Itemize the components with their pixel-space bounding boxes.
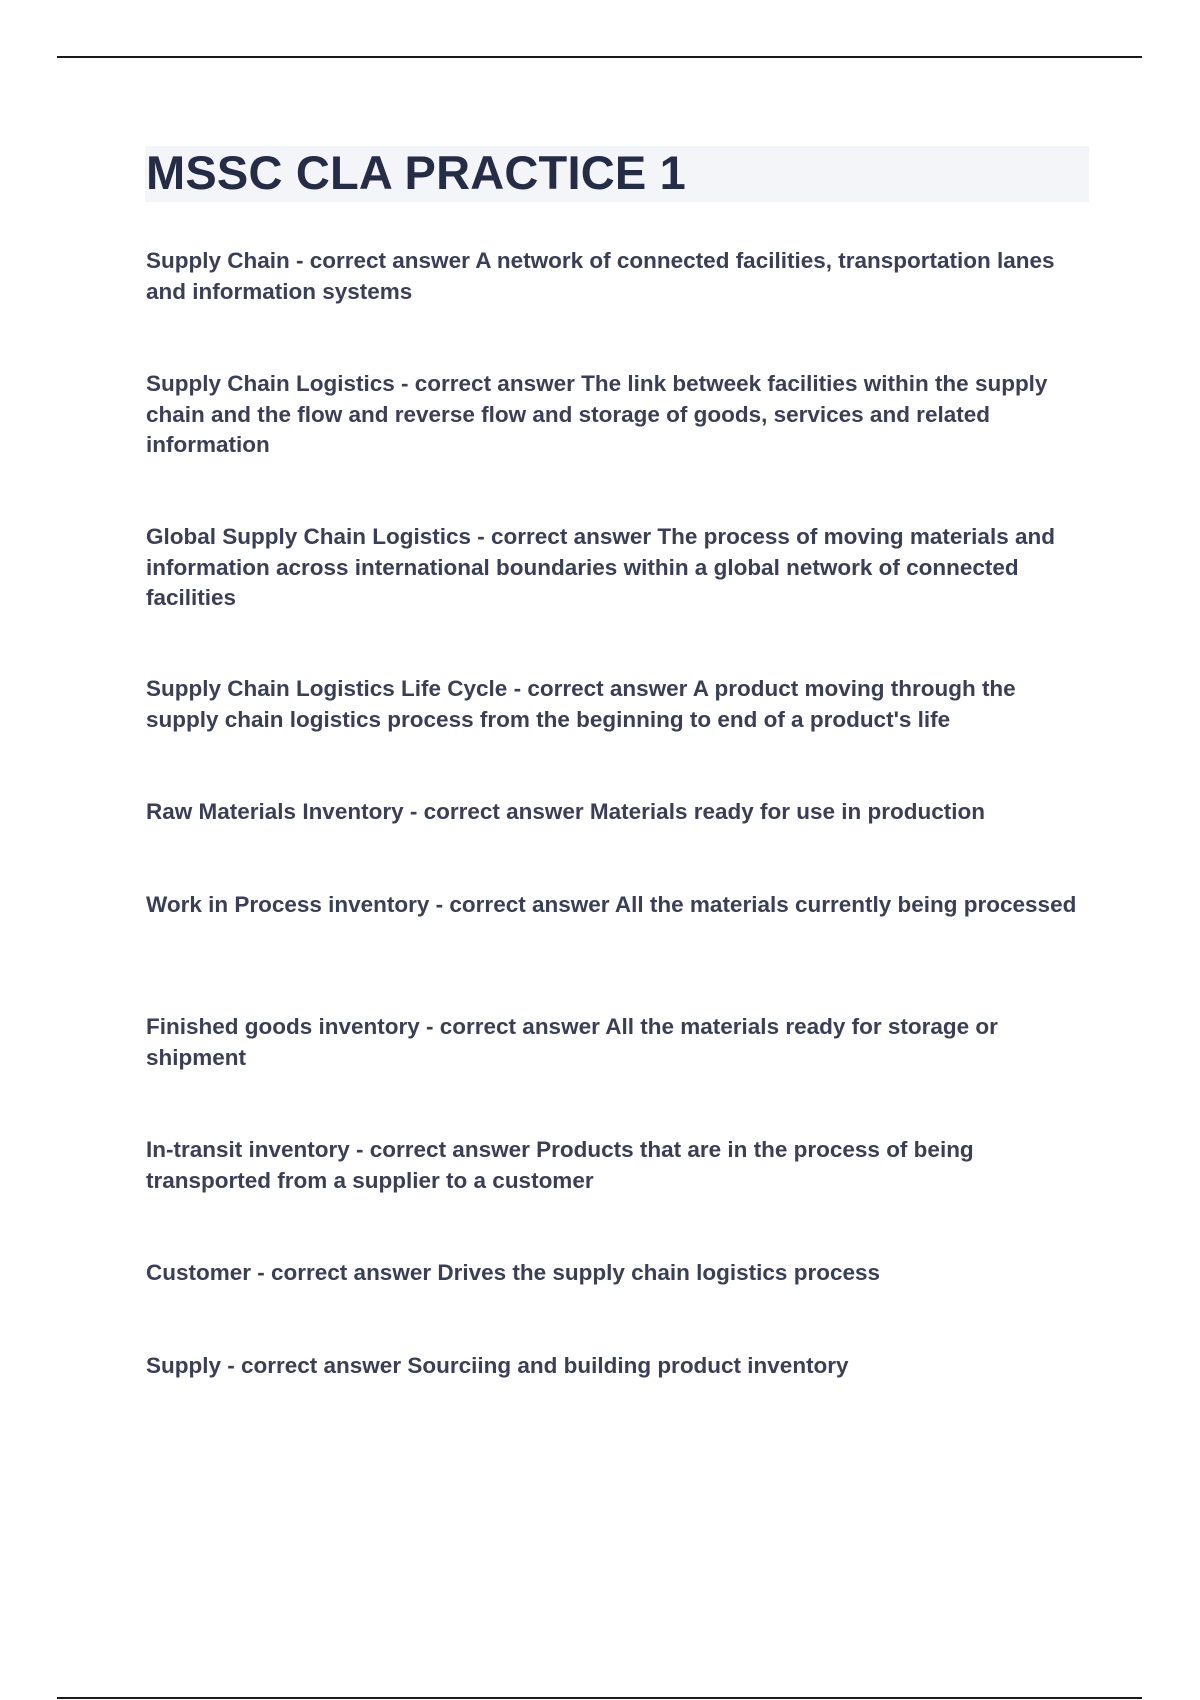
bottom-divider	[57, 1697, 1142, 1699]
qa-item-finished-goods-inventory: Finished goods inventory - correct answer All the materials ready for storage or shipment	[146, 1014, 998, 1070]
qa-item-in-transit-inventory: In-transit inventory - correct answer Products that are in the process of being transported from a supplier to a customer	[146, 1137, 974, 1193]
qa-item-work-in-process-inventory: Work in Process inventory - correct answer All the materials currently being processed	[146, 892, 1077, 917]
top-divider	[57, 56, 1142, 58]
page-title: MSSC CLA PRACTICE 1	[146, 146, 686, 199]
qa-item-supply: Supply - correct answer Sourciing and building product inventory	[146, 1353, 849, 1378]
qa-item-supply-chain-logistics: Supply Chain Logistics - correct answer The link betweek facilities within the supply chain and the flow and reverse flow and storage of goods, services and related information	[146, 371, 1048, 457]
qa-item-logistics-life-cycle: Supply Chain Logistics Life Cycle - correct answer A product moving through the supply chain logistics process from the beginning to end of a product's life	[146, 676, 1016, 732]
qa-item-global-supply-chain-logistics: Global Supply Chain Logistics - correct answer The process of moving materials and information across international boundaries within a global network of connected facilities	[146, 524, 1055, 610]
qa-item-raw-materials-inventory: Raw Materials Inventory - correct answer Materials ready for use in production	[146, 799, 985, 824]
qa-item-customer: Customer - correct answer Drives the supply chain logistics process	[146, 1260, 880, 1285]
qa-item-supply-chain: Supply Chain - correct answer A network of connected facilities, transportation lanes and information systems	[146, 248, 1055, 304]
